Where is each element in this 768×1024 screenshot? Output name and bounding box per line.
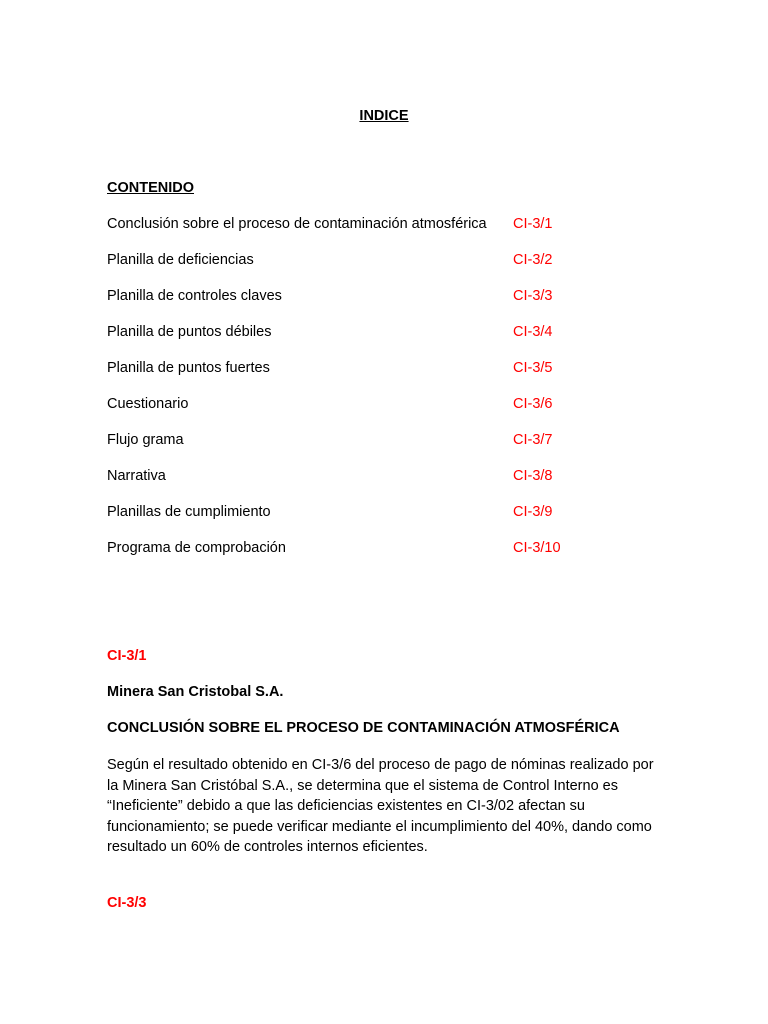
toc-item-ref: CI-3/8 <box>513 468 553 484</box>
toc-item-ref: CI-3/1 <box>513 216 553 232</box>
toc-row <box>107 431 667 467</box>
toc-item-title: Planilla de controles claves <box>107 288 282 304</box>
toc-item-title: Planilla de deficiencias <box>107 252 254 268</box>
conclusion-paragraph: Según el resultado obtenido en CI-3/6 del proceso de pago de nóminas realizado por la Minera San Cristóbal S.A., se determina que el sistema de Control Interno es “Ineficiente” debido a que las deficiencias existentes en CI-3/02 afectan su funcionamiento; se puede verificar mediante el incumplimiento del 40%, dando como resultado un 60% de controles internos eficientes. <box>107 757 654 855</box>
section-ref-heading: CI-3/1 <box>107 648 147 664</box>
toc-item-ref: CI-3/5 <box>513 360 553 376</box>
toc-item-title: Flujo grama <box>107 432 184 448</box>
contents-heading: CONTENIDO <box>107 180 194 196</box>
toc-item-ref: CI-3/7 <box>513 432 553 448</box>
toc-row <box>107 503 667 539</box>
table-of-contents <box>107 215 667 575</box>
toc-item-ref: CI-3/9 <box>513 504 553 520</box>
toc-item-title: Planilla de puntos fuertes <box>107 360 270 376</box>
toc-item-ref: CI-3/3 <box>513 288 553 304</box>
toc-row <box>107 359 667 395</box>
toc-item-ref: CI-3/2 <box>513 252 553 268</box>
toc-item-ref: CI-3/6 <box>513 396 553 412</box>
toc-row <box>107 467 667 503</box>
toc-item-ref: CI-3/10 <box>513 540 561 556</box>
toc-row <box>107 323 667 359</box>
toc-item-title: Planilla de puntos débiles <box>107 324 272 340</box>
company-name: Minera San Cristobal S.A. <box>107 684 284 700</box>
toc-row <box>107 395 667 431</box>
toc-row <box>107 215 667 251</box>
toc-row <box>107 539 667 575</box>
conclusion-title: CONCLUSIÓN SOBRE EL PROCESO DE CONTAMINACIÓN ATMOSFÉRICA <box>107 720 620 736</box>
toc-item-title: Programa de comprobación <box>107 540 286 556</box>
toc-row <box>107 251 667 287</box>
toc-item-title: Cuestionario <box>107 396 189 412</box>
toc-item-title: Conclusión sobre el proceso de contaminación atmosférica <box>107 216 487 232</box>
toc-item-title: Narrativa <box>107 468 166 484</box>
toc-item-title: Planillas de cumplimiento <box>107 504 271 520</box>
page-title: INDICE <box>359 108 409 124</box>
toc-row <box>107 287 667 323</box>
toc-item-ref: CI-3/4 <box>513 324 553 340</box>
section-ref-heading: CI-3/3 <box>107 895 147 911</box>
